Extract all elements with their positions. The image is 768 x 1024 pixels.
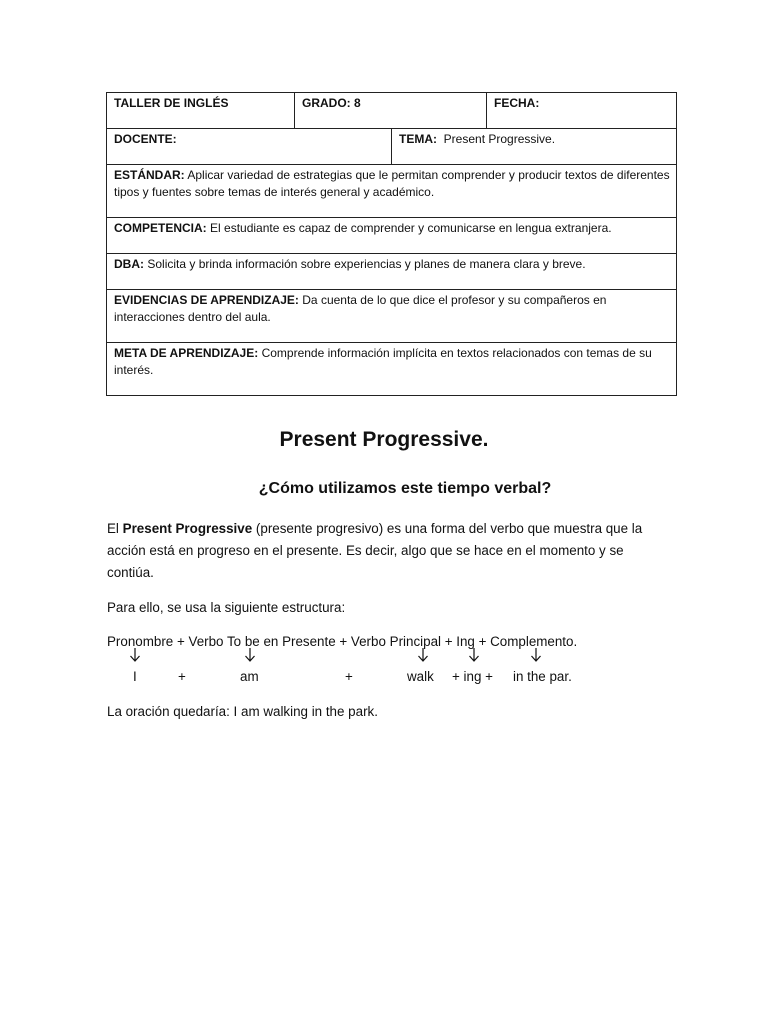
taller-cell: TALLER DE INGLÉS <box>107 93 295 129</box>
down-arrow-icon <box>244 648 256 662</box>
down-arrow-icon <box>129 648 141 662</box>
table-row <box>107 343 677 396</box>
fecha-cell: FECHA: <box>487 93 677 129</box>
down-arrow-icon <box>417 648 429 662</box>
table-row <box>107 165 677 218</box>
result-sentence: La oración quedaría: I am walking in the park. <box>107 704 378 719</box>
example-complement: in the par. <box>513 669 572 684</box>
dba-cell: DBA: Solicita y brinda información sobre experiencias y planes de manera clara y breve. <box>107 254 677 290</box>
meta-cell: META DE APRENDIZAJE: Comprende información implícita en textos relacionados con temas de su interés. <box>107 343 677 396</box>
table-row <box>107 254 677 290</box>
example-ing: + ing + <box>452 669 493 684</box>
competencia-cell: COMPETENCIA: El estudiante es capaz de comprender y comunicarse en lengua extranjera. <box>107 218 677 254</box>
page-title: Present Progressive. <box>279 428 489 451</box>
table-row <box>107 129 677 165</box>
example-plus: + <box>178 669 186 684</box>
down-arrow-icon <box>468 648 480 662</box>
lesson-info-table <box>106 92 677 396</box>
example-pronoun: I <box>133 669 137 684</box>
estandar-cell: ESTÁNDAR: Aplicar variedad de estrategias que le permitan comprender y producir textos de diferentes tipos y fuentes sobre temas de interés general y académico. <box>107 165 677 218</box>
structure-formula: Pronombre + Verbo To be en Presente + Verbo Principal + Ing + Complemento. <box>107 634 578 649</box>
page-subtitle: ¿Cómo utilizamos este tiempo verbal? <box>258 480 552 497</box>
table-row <box>107 218 677 254</box>
docente-cell: DOCENTE: <box>107 129 392 165</box>
down-arrow-icon <box>530 648 542 662</box>
structure-intro: Para ello, se usa la siguiente estructura: <box>107 600 346 615</box>
table-row <box>107 93 677 129</box>
example-verb: walk <box>407 669 434 684</box>
tema-cell: TEMA: Present Progressive. <box>392 129 677 165</box>
example-to-be: am <box>240 669 259 684</box>
intro-paragraph: El Present Progressive (presente progresivo) es una forma del verbo que muestra que la acción está en progreso en el presente. Es decir, algo que se hace en el momento y se contiúa. <box>107 521 643 580</box>
evidencias-cell: EVIDENCIAS DE APRENDIZAJE: Da cuenta de lo que dice el profesor y su compañeros en interacciones dentro del aula. <box>107 290 677 343</box>
grado-cell: GRADO: 8 <box>295 93 487 129</box>
table-row <box>107 290 677 343</box>
example-plus: + <box>345 669 353 684</box>
